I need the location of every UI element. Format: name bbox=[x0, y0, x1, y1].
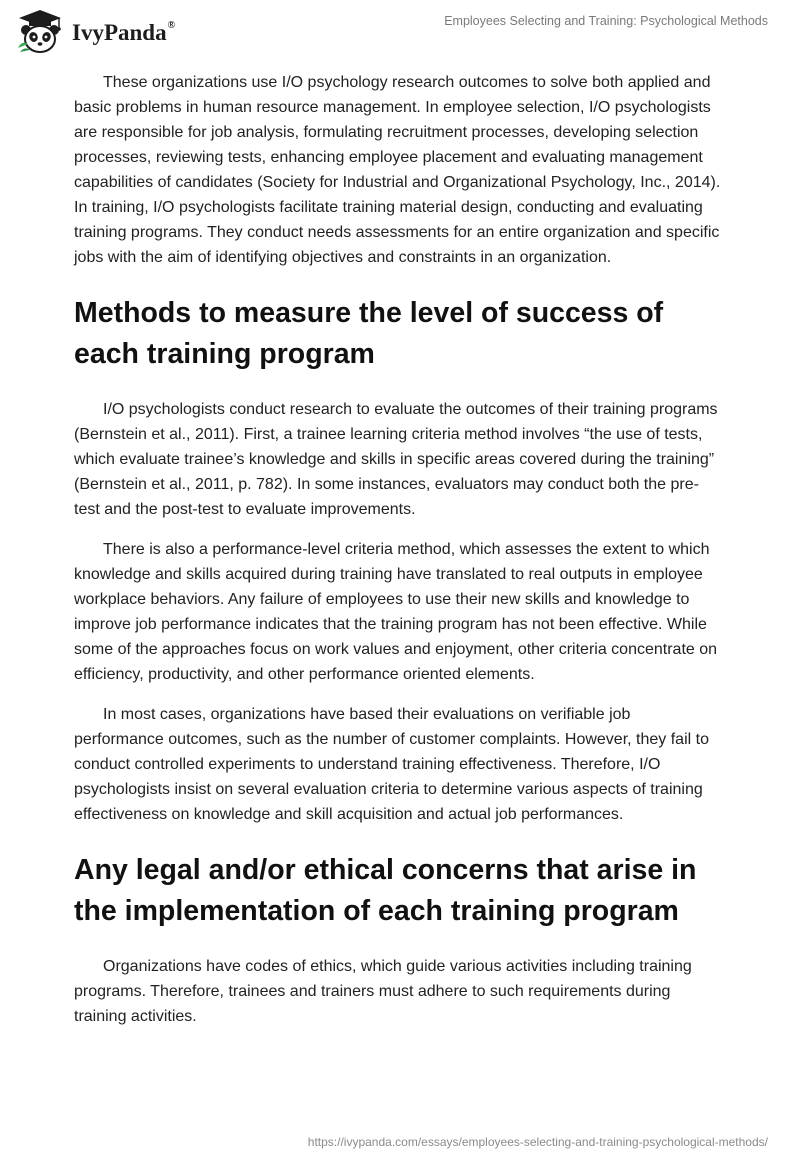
paragraph-1: These organizations use I/O psychology research outcomes to solve both applied and basic problems in human resource management. In employee selection, I/O psychologists are responsible for job analysis, formulating recruitment processes, developing selection processes, reviewing tests, enhancing employee placement and evaluating management capabilities of candidates (Society for Industrial and Organizational Psychology, Inc., 2014). In training, I/O psychologists facilitate training material design, conducting and evaluating training programs. They conduct needs assessments for an entire organization and specific jobs with the aim of identifying objectives and constraints in an organization. bbox=[74, 74, 721, 266]
essay-content bbox=[74, 70, 724, 1044]
source-url[interactable]: https://ivypanda.com/essays/employees-selecting-and-training-psychological-methods/ bbox=[307, 1135, 768, 1149]
section-heading-methods: Methods to measure the level of success of each training program bbox=[74, 297, 664, 370]
registered-mark: ® bbox=[167, 20, 176, 32]
running-title: Employees Selecting and Training: Psychological Methods bbox=[444, 14, 768, 28]
section-heading-legal-ethical: Any legal and/or ethical concerns that arise in the implementation of each training program bbox=[74, 854, 697, 927]
page-header bbox=[0, 0, 800, 60]
panda-graduate-icon bbox=[14, 8, 66, 54]
paragraph-3: There is also a performance-level criteria method, which assesses the extent to which knowledge and skills acquired during training have translated to real outputs in employee workplace behaviors. Any failure of employees to use their new skills and knowledge to improve job performance indicates that the training program has not been effective. While some of the approaches focus on work values and enjoyment, other criteria concentrate on efficiency, productivity, and other performance oriented elements. bbox=[74, 541, 718, 683]
paragraph-2: I/O psychologists conduct research to evaluate the outcomes of their training programs (Bernstein et al., 2011). First, a trainee learning criteria method involves “the use of tests, which evaluate trainee’s knowledge and skills in specific areas covered during the training” (Bernstein et al., 2011, p. 782). In some instances, evaluators may conduct both the pre-test and the post-test to evaluate improvements. bbox=[74, 401, 718, 518]
ivypanda-logo[interactable] bbox=[14, 8, 175, 54]
logo-text: IvyPanda® bbox=[72, 20, 176, 45]
paragraph-4: In most cases, organizations have based their evaluations on verifiable job performance outcomes, such as the number of customer complaints. However, they fail to conduct controlled experiments to understand training effectiveness. Therefore, I/O psychologists insist on several evaluation criteria to determine various aspects of training effectiveness on knowledge and skill acquisition and actual job performances. bbox=[74, 706, 709, 823]
paragraph-5: Organizations have codes of ethics, which guide various activities including training programs. Therefore, trainees and trainers must adhere to such requirements during training activities. bbox=[74, 958, 692, 1025]
